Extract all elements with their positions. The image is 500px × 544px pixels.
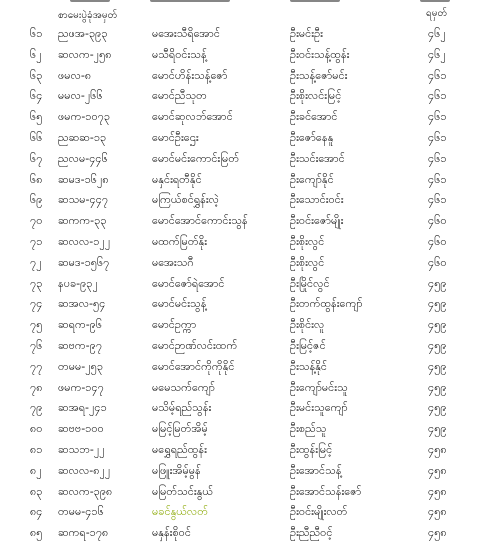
row-number: ၈၅ bbox=[30, 526, 43, 540]
marks: ၄၆၁ bbox=[428, 151, 447, 165]
exam-id: ဆမဒ-၁၅၆၇ bbox=[58, 255, 110, 269]
table-row bbox=[0, 523, 500, 544]
marks: ၄၆၀ bbox=[428, 234, 447, 248]
student-name: မနှန်းစိုဝင် bbox=[152, 526, 191, 540]
row-number: ၇၁ bbox=[30, 234, 43, 248]
table-row bbox=[0, 461, 500, 482]
table-row bbox=[0, 24, 500, 45]
table-row bbox=[0, 336, 500, 357]
marks: ၄၆၂ bbox=[428, 47, 446, 61]
student-name: မောင်မင်းကောင်းမြတ် bbox=[152, 151, 240, 165]
father-name: ဦးထွန်းမြင့် bbox=[290, 442, 333, 456]
exam-id: ညလမ-၄၄၆ bbox=[58, 151, 108, 165]
marks: ၄၆၂ bbox=[428, 27, 446, 40]
row-number: ၆၈ bbox=[30, 172, 43, 186]
student-name: မသိမ့်ရည်သွန်း bbox=[152, 401, 212, 415]
row-number: ၈၂ bbox=[30, 463, 42, 477]
father-name: ဦးအောင်သန့် bbox=[290, 463, 342, 477]
student-name: မသီရိဝင်းသန့် bbox=[152, 47, 207, 61]
student-name: မောင်ဦးဌေး bbox=[152, 130, 199, 144]
father-name: ဦးဝင်းသန့်ထွန်း bbox=[290, 47, 350, 61]
table-row bbox=[0, 294, 500, 315]
father-name: ဦးကျော်မင်းသူ bbox=[290, 380, 348, 394]
row-number: ၇၅ bbox=[30, 318, 43, 332]
father-name: ဦးမင်းသူကျော် bbox=[290, 401, 348, 415]
row-number: ၇၇ bbox=[30, 359, 43, 373]
table-row bbox=[0, 253, 500, 274]
row-number: ၆၃ bbox=[30, 68, 43, 82]
exam-id: တမမ-၄၁၆ bbox=[58, 505, 104, 519]
father-name: ဦးတက်ထွန်းကျော် bbox=[290, 297, 363, 311]
marks: ၄၆၁ bbox=[428, 172, 447, 186]
table-row bbox=[0, 357, 500, 378]
marks: ၄၅၈ bbox=[428, 463, 447, 477]
exam-id: ဆအလ-၅၄ bbox=[58, 297, 106, 311]
results-table bbox=[0, 24, 500, 544]
father-name: ဦးစည်သူ bbox=[290, 422, 327, 436]
table-row bbox=[0, 419, 500, 440]
cropped-header-strip bbox=[0, 0, 500, 4]
student-name: မအေးသဂီ bbox=[152, 255, 194, 269]
row-number: ၇၈ bbox=[30, 380, 43, 394]
row-number: ၈၄ bbox=[30, 505, 43, 519]
row-number: ၆၆ bbox=[30, 130, 43, 144]
student-name: မောင်မင်းသွန့် bbox=[152, 297, 207, 311]
exam-id: ဆလလ-၈၂၂ bbox=[58, 463, 111, 477]
student-name: မမေသက်ကျော် bbox=[152, 380, 215, 394]
student-name: မောင်ဉာဏ်လင်းထက် bbox=[152, 338, 238, 352]
exam-id: တမမ-၂၅၃ bbox=[58, 359, 104, 373]
marks: ၄၅၈ bbox=[428, 505, 447, 519]
exam-id: ဆမဒ-၁၆၂၈ bbox=[58, 172, 109, 186]
table-row bbox=[0, 440, 500, 461]
father-name: ဦးစိုင်းလူ bbox=[290, 318, 325, 332]
table-row bbox=[0, 45, 500, 66]
exam-id: ဆလက-၂၅၈ bbox=[58, 47, 112, 61]
table-row bbox=[0, 66, 500, 87]
table-row bbox=[0, 107, 500, 128]
exam-id: ဆဗက-၉၇ bbox=[58, 338, 103, 352]
marks: ၄၆၁ bbox=[428, 68, 447, 82]
father-name: ဦးဝင်းဇော်မျိုး bbox=[290, 214, 344, 228]
student-name: မထက်မြတ်နိုး bbox=[152, 234, 207, 248]
father-name: ဦးခင်အောင် bbox=[290, 110, 338, 124]
table-row bbox=[0, 482, 500, 503]
row-number: ၇၄ bbox=[30, 297, 43, 311]
father-name: ဦးမြင့်ဇင် bbox=[290, 338, 326, 352]
marks: ၄၅၈ bbox=[428, 484, 447, 498]
marks: ၄၆၁ bbox=[428, 130, 447, 144]
table-row bbox=[0, 398, 500, 419]
exam-id: ဆကက-၃၃ bbox=[58, 214, 107, 228]
exam-id: နပခ-၉၃၂ bbox=[58, 276, 98, 290]
exam-id: ဆသမ-၄၄၇ bbox=[58, 193, 109, 207]
row-number: ၇၆ bbox=[30, 338, 43, 352]
father-name: ဦးစိုးလွင် bbox=[290, 255, 325, 269]
marks: ၄၆၁ bbox=[428, 89, 447, 103]
marks: ၄၅၉ bbox=[428, 422, 447, 436]
student-name: မခင်နွယ်လတ် bbox=[152, 505, 208, 519]
row-number: ၇၉ bbox=[30, 401, 43, 415]
exam-id: ဆသဘ-၂၂ bbox=[58, 442, 105, 456]
marks: ၄၆၀ bbox=[428, 214, 447, 228]
student-name: မောင်ညီသုတ bbox=[152, 89, 207, 103]
student-name: မကြယ်စင်ရွှန်းလဲ့ bbox=[152, 193, 219, 207]
row-number: ၆၉ bbox=[30, 193, 43, 207]
table-row bbox=[0, 211, 500, 232]
marks: ၄၅၉ bbox=[428, 401, 447, 415]
marks: ၄၆၁ bbox=[428, 110, 447, 124]
father-name: ဦးသောင်းဝင်း bbox=[290, 193, 344, 207]
father-name: ဦးကျော်နိုင် bbox=[290, 172, 334, 186]
exam-id: ဖမက-၁၄၇ bbox=[58, 380, 104, 394]
row-number: ၆၂ bbox=[30, 47, 42, 61]
row-number: ၈၀ bbox=[30, 422, 43, 436]
exam-id: ညဆဆ-၁၃ bbox=[58, 130, 107, 144]
student-name: မောင်ဥက္ကာ bbox=[152, 318, 197, 332]
exam-id: ဆဗဗ-၁၀၀ bbox=[58, 422, 104, 436]
table-row bbox=[0, 170, 500, 191]
marks: ၄၅၉ bbox=[428, 297, 447, 311]
father-name: ဦးဝင်းမျိုးလတ် bbox=[290, 505, 348, 519]
marks: ၄၅၉ bbox=[428, 359, 447, 373]
table-row bbox=[0, 86, 500, 107]
row-number: ၇၃ bbox=[30, 276, 43, 290]
student-name: မဖြူးအိမ့်မွန် bbox=[152, 463, 201, 477]
student-name: မောင်အောင်ကောင်းသွန် bbox=[152, 214, 248, 228]
student-name: မရွှေရည်ထွန်း bbox=[152, 442, 207, 456]
father-name: ဦးသင်းအောင် bbox=[290, 151, 345, 165]
marks: ၄၆၀ bbox=[428, 255, 447, 269]
table-row bbox=[0, 315, 500, 336]
exam-id: ညဖအ-၃၉၃ bbox=[58, 27, 108, 40]
row-number: ၆၇ bbox=[30, 151, 43, 165]
father-name: ဦးသန့်နိုင် bbox=[290, 359, 328, 373]
student-name: မမြင့်မြတ်အိမ့် bbox=[152, 422, 208, 436]
marks: ၄၅၉ bbox=[428, 338, 447, 352]
father-name: ဦးညီညီဝင့် bbox=[290, 526, 333, 540]
row-number: ၆၁ bbox=[30, 27, 43, 40]
row-number: ၈၁ bbox=[30, 442, 43, 456]
exam-id: ဖမလ-၈ bbox=[58, 68, 92, 82]
row-number: ၇၂ bbox=[30, 255, 42, 269]
father-name: ဦးစိုးလွင် bbox=[290, 234, 325, 248]
father-name: ဦးစိုးလင်းမြင့် bbox=[290, 89, 342, 103]
table-row bbox=[0, 149, 500, 170]
exam-id: ဆလလ-၁၂၂ bbox=[58, 234, 111, 248]
table-row bbox=[0, 378, 500, 399]
father-name: ဦးမင်းဦး bbox=[290, 27, 323, 40]
table-header bbox=[0, 6, 500, 26]
header-marks: ရမှတ် bbox=[426, 8, 448, 19]
exam-id: ဆအရ-၂၄၁ bbox=[58, 401, 107, 415]
father-name: ဦးဇော်နေနူ bbox=[290, 130, 334, 144]
exam-id: ဖမက-၁၀၇၃ bbox=[58, 110, 111, 124]
table-row bbox=[0, 232, 500, 253]
header-exam-id: စာမေးပွဲခုံအမှတ် bbox=[58, 10, 118, 21]
student-name: မနှင်းရတီနိုင် bbox=[152, 172, 202, 186]
exam-id: ဆလက-၃၉၈ bbox=[58, 484, 113, 498]
marks: ၄၅၉ bbox=[428, 318, 447, 332]
father-name: ဦးမြိုင်လွင် bbox=[290, 276, 330, 290]
row-number: ၆၄ bbox=[30, 89, 43, 103]
student-name: မောင်ဇော်ရဲအောင် bbox=[152, 276, 225, 290]
student-name: မမြတ်သင်းနွယ် bbox=[152, 484, 214, 498]
table-row bbox=[0, 190, 500, 211]
table-row bbox=[0, 502, 500, 523]
table-row bbox=[0, 128, 500, 149]
marks: ၄၅၉ bbox=[428, 276, 447, 290]
father-name: ဦးအောင်သန်းဇော် bbox=[290, 484, 362, 498]
marks: ၄၅၈ bbox=[428, 526, 447, 540]
exam-id: ဆကရ-၁၇၈ bbox=[58, 526, 109, 540]
father-name: ဦးသန့်ဇော်မင်း bbox=[290, 68, 348, 82]
table-row bbox=[0, 274, 500, 295]
exam-id: မမလ-၂၆၆ bbox=[58, 89, 103, 103]
student-name: မအေးသီရိအောင် bbox=[152, 27, 220, 40]
marks: ၄၅၈ bbox=[428, 442, 447, 456]
marks: ၄၆၁ bbox=[428, 193, 447, 207]
student-name: မောင်အောင်ကိုကိုနိုင် bbox=[152, 359, 235, 373]
marks: ၄၅၉ bbox=[428, 380, 447, 394]
exam-id: ဆရက-၉၆ bbox=[58, 318, 103, 332]
row-number: ၈၃ bbox=[30, 484, 43, 498]
row-number: ၆၅ bbox=[30, 110, 43, 124]
row-number: ၇၀ bbox=[30, 214, 43, 228]
student-name: မောင်ဆုလဘ်အောင် bbox=[152, 110, 233, 124]
student-name: မောင်ဟိန်းသန့်ဇော် bbox=[152, 68, 228, 82]
